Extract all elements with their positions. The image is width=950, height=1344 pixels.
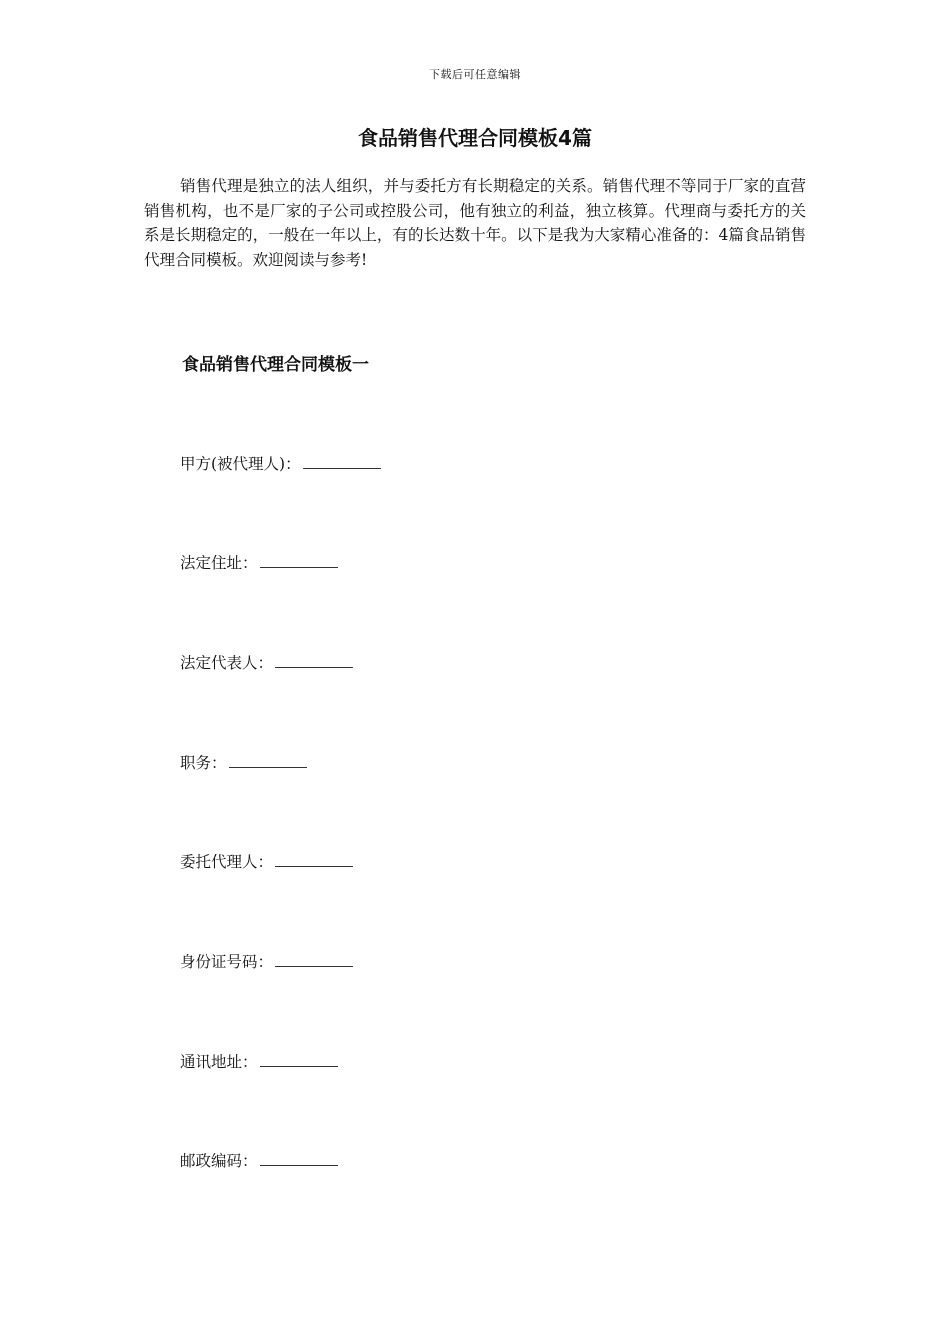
fill-blank: [275, 952, 353, 967]
field-postal-code: [180, 1149, 338, 1171]
field-position: [180, 751, 307, 773]
document-title: 食品销售代理合同模板4篇: [358, 126, 592, 150]
field-mailing-address: [180, 1050, 338, 1072]
fill-blank: [260, 1151, 338, 1166]
field-label: 职务：: [180, 754, 227, 772]
field-label: 委托代理人：: [180, 853, 274, 871]
field-party-a: [180, 452, 381, 474]
field-label: 法定住址：: [180, 554, 258, 572]
field-label: 邮政编码：: [180, 1152, 258, 1170]
field-label: 通讯地址：: [180, 1053, 258, 1071]
field-label: 甲方(被代理人)：: [180, 455, 301, 473]
fill-blank: [275, 852, 353, 867]
fill-blank: [229, 753, 307, 768]
section-title: 食品销售代理合同模板一: [182, 355, 369, 375]
fill-blank: [303, 454, 381, 469]
fill-blank: [275, 653, 353, 668]
field-label: 法定代表人：: [180, 654, 274, 672]
fill-blank: [260, 1052, 338, 1067]
field-legal-representative: [180, 651, 353, 673]
intro-paragraph: 销售代理是独立的法人组织，并与委托方有长期稳定的关系。销售代理不等同于厂家的直营销售机构，也不是厂家的子公司或控股公司，他有独立的利益，独立核算。代理商与委托方的关系是长期稳定的，一般在一年以上，有的长达数十年。以下是我为大家精心准备的：4篇食品销售代理合同模板。欢迎阅读与参考!: [144, 177, 806, 270]
field-id-number: [180, 950, 353, 972]
field-label: 身份证号码：: [180, 953, 274, 971]
field-entrusted-agent: [180, 850, 353, 872]
fill-blank: [260, 553, 338, 568]
field-legal-address: [180, 551, 338, 573]
header-note: 下载后可任意编辑: [429, 68, 521, 81]
